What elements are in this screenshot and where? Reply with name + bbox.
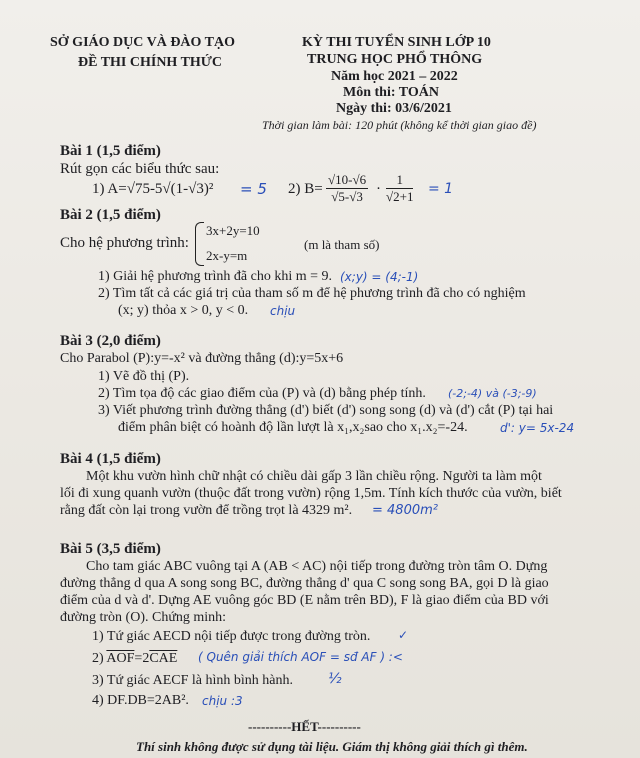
arc-cae: $\overline{CAE}$ (149, 651, 178, 666)
section-title-2: Bài 2 (1,5 điểm) (60, 207, 161, 223)
subject: Môn thi: TOÁN (343, 85, 439, 100)
bai3-q3b: điểm phân biệt có hoành độ lần lượt là x₁,x₂sao cho x₁.x₂=-24. (118, 420, 468, 435)
official-label: ĐỀ THI CHÍNH THỨC (78, 55, 223, 70)
bai1-expr2-label: 2) B= (288, 181, 323, 197)
exam-date: Ngày thi: 03/6/2021 (336, 101, 452, 116)
bai5-q2-label: 2) (92, 651, 104, 666)
time-note: Thời gian làm bài: 120 phút (không kể thời gian giao đề) (262, 118, 537, 132)
section-title-1: Bài 1 (1,5 điểm) (60, 143, 161, 159)
footer-note: Thí sinh không được sử dụng tài liệu. Giám thị không giải thích gì thêm. (136, 739, 528, 754)
bai2-intro: Cho hệ phương trình: (60, 235, 189, 251)
bai1-expr1: 1) A=√75-5√(1-√3)² (92, 181, 214, 197)
department-name: SỞ GIÁO DỤC VÀ ĐÀO TẠO (50, 35, 236, 50)
bai5-answer3: ½ (328, 671, 342, 687)
bai5-q2-mid: =2 (134, 651, 150, 666)
bai3-answer3: d': y= 5x-24 (500, 421, 575, 435)
exam-title: KỲ THI TUYỂN SINH LỚP 10 (302, 35, 491, 50)
bai5-line4: đường tròn (O). Chứng minh: (60, 610, 227, 625)
bai5-q3: 3) Tứ giác AECF là hình bình hành. (92, 673, 293, 688)
bai5-line3: điểm của d và d'. Dựng AE vuông góc BD (E nằm trên BD), F là giao điểm của BD với (60, 593, 549, 608)
bai2-q2a: 2) Tìm tất cả các giá trị của tham số m để hệ phương trình đã cho có nghiệm (98, 286, 526, 301)
bai5-answer1: ✓ (398, 628, 409, 642)
bai5-answer2: ( Quên giải thích AOF = sđ AF ) :< (198, 650, 403, 664)
fraction2-numerator: 1 (386, 172, 413, 189)
section-title-3: Bài 3 (2,0 điểm) (60, 333, 161, 349)
arc-aof: $\overline{AOF}$ (106, 651, 135, 666)
system-brace (195, 222, 204, 266)
bai1-dot: · (376, 181, 381, 197)
bai2-q1: 1) Giải hệ phương trình đã cho khi m = 9. (98, 269, 333, 284)
bai2-eq2: 2x-y=m (206, 248, 248, 263)
bai1-intro: Rút gọn các biểu thức sau: (60, 161, 220, 177)
bai2-param: (m là tham số) (304, 237, 380, 252)
bai5-q2 (92, 650, 177, 668)
bai3-q2: 2) Tìm tọa độ các giao điểm của (P) và (d) bằng phép tính. (98, 386, 426, 401)
school-year: Năm học 2021 – 2022 (331, 69, 458, 84)
bai1-fraction2 (386, 172, 413, 205)
bai5-answer4: chịu :3 (202, 694, 243, 708)
section-title-5: Bài 5 (3,5 điểm) (60, 541, 161, 557)
fraction1-numerator: √10-√6 (328, 172, 367, 187)
bai4-answer: = 4800m² (372, 503, 438, 518)
exam-level: TRUNG HỌC PHỔ THÔNG (307, 52, 483, 67)
bai4-line3: rằng đất còn lại trong vườn để trồng trọt là 4329 m². (60, 503, 353, 518)
bai3-q3a: 3) Viết phương trình đường thẳng (d') biết (d') song song (d) và (d') cắt (P) tại hai (98, 403, 554, 418)
bai1-fraction1 (326, 172, 368, 205)
bai3-answer2: (-2;-4) và (-3;-9) (448, 387, 537, 400)
bai2-answer1: (x;y) = (4;-1) (340, 270, 419, 284)
bai2-eq1: 3x+2y=10 (206, 223, 260, 238)
bai5-line1: Cho tam giác ABC vuông tại A (AB < AC) nội tiếp trong đường tròn tâm O. Dựng (86, 559, 548, 574)
bai1-answer1: = 5 (240, 180, 267, 198)
fraction1-denominator: √5-√3 (331, 189, 363, 204)
bai3-q1: 1) Vẽ đồ thị (P). (98, 369, 190, 384)
section-title-4: Bài 4 (1,5 điểm) (60, 451, 161, 467)
fraction2-denominator: √2+1 (386, 189, 414, 204)
end-mark: ----------HẾT---------- (248, 719, 361, 734)
bai2-q2b: (x; y) thỏa x > 0, y < 0. (118, 303, 249, 318)
bai4-line2: lối đi xung quanh vườn (thuộc đất trong vườn) rộng 1,5m. Tính kích thước của vườn, biết (60, 486, 562, 501)
bai5-line2: đường thẳng d qua A song song BC, đường thẳng d' qua C song song BA, gọi D là giao (60, 576, 549, 591)
bai3-intro: Cho Parabol (P):y=-x² và đường thẳng (d):y=5x+6 (60, 351, 344, 366)
bai2-answer2: chịu (270, 304, 296, 318)
bai5-q1: 1) Tứ giác AECD nội tiếp được trong đường tròn. (92, 629, 371, 644)
bai1-answer2: = 1 (428, 181, 454, 197)
bai5-q4: 4) DF.DB=2AB². (92, 693, 189, 708)
bai4-line1: Một khu vườn hình chữ nhật có chiều dài gấp 3 lần chiều rộng. Người ta làm một (86, 469, 542, 484)
